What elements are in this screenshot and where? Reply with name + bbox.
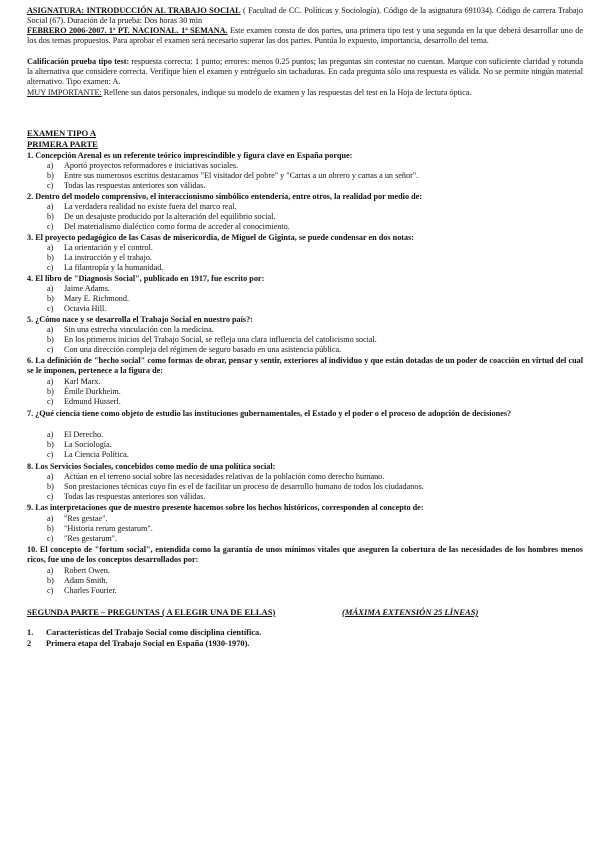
option-letter: c) [47, 586, 54, 595]
question-7-option-c [47, 450, 129, 460]
option-letter: a) [47, 566, 54, 575]
question-3-option-a [47, 243, 153, 253]
option-text: La orientación y el control. [64, 243, 153, 252]
question-6-option-b [47, 387, 121, 397]
option-text: "Historia rerum gestarum". [64, 524, 153, 533]
question-8-option-b [47, 482, 424, 492]
option-text: Sin una estrecha vinculación con la medicina. [64, 325, 214, 334]
header-paragraph-1 [27, 6, 583, 26]
option-letter: b) [47, 212, 54, 221]
question-2-option-b [47, 212, 275, 222]
option-letter: c) [47, 397, 54, 406]
option-text: Octavia Hill. [64, 304, 107, 313]
option-text: La instrucción y el trabajo. [64, 253, 152, 262]
important-details: Rellene sus datos personales, indique su modelo de examen y las respuestas del test en la Hoja de lectura óptica. [101, 88, 472, 97]
part2-title: SEGUNDA PARTE – PREGUNTAS ( A ELEGIR UNA DE ELLAS) [27, 607, 276, 617]
grading-label: Calificación prueba tipo test: [27, 57, 130, 66]
option-letter: b) [47, 335, 54, 344]
option-text: La Ciencia Política. [64, 450, 129, 459]
question-4-option-c [47, 304, 106, 314]
option-letter: a) [47, 377, 54, 386]
option-letter: a) [47, 202, 54, 211]
option-text: Con una dirección compleja del régimen de seguro basado en una asistencia pública. [64, 345, 342, 354]
exam-type-title: EXAMEN TIPO A [27, 128, 97, 138]
question-1-option-a [47, 161, 238, 171]
option-text: Entre sus numerosos escritos destacamos "El visitador del pobre" y "Cartas a un obrero y cartas a un señor". [64, 171, 419, 180]
part2-question-2 [27, 639, 249, 648]
option-text: Edmund Husserl. [64, 397, 121, 406]
option-text: Todas las respuestas anteriores son válidas. [64, 492, 206, 501]
question-8-option-a [47, 472, 384, 482]
option-letter: a) [47, 243, 54, 252]
question-10: 10. El concepto de "fortum social", entendida como la garantía de unos mínimos vitales que aseguren la cobertura de las necesidades de los hombres menos ricos, fue uno de los conceptos desarrollados por: [27, 545, 583, 565]
question-4-option-a [47, 284, 110, 294]
question-6-option-c [47, 397, 121, 407]
option-letter: c) [47, 534, 54, 543]
option-text: Karl Marx. [64, 377, 101, 386]
question-10-option-a [47, 566, 110, 576]
option-letter: a) [47, 284, 54, 293]
option-letter: c) [47, 263, 54, 272]
question-5: 5. ¿Cómo nace y se desarrolla el Trabajo Social en nuestro país?: [27, 315, 253, 324]
header-paragraph-2 [27, 26, 583, 46]
option-letter: c) [47, 492, 54, 501]
option-letter: b) [47, 253, 54, 262]
question-1: 1. Concepción Arenal es un referente teórico imprescindible y figura clave en España porque: [27, 151, 353, 160]
part2-question-1 [27, 628, 261, 637]
option-text: La verdadera realidad no existe fuera del marco real. [64, 202, 237, 211]
option-letter: b) [47, 171, 54, 180]
option-text: Son prestaciones técnicas cuyo fin es el de facilitar un proceso de desarrollo humano de todos los ciudadanos. [64, 482, 424, 491]
subject-details: ( Facultad de CC. Políticas y Sociología). Código de la asignatura 691034). Código de carrera Trabajo Social (67). Duración de la prueba: Dos horas 30 min [27, 6, 583, 26]
option-letter: c) [47, 222, 54, 231]
question-9-option-b [47, 524, 153, 534]
question-8-option-c [47, 492, 205, 502]
subject-label: ASIGNATURA: INTRODUCCIÓN AL TRABAJO SOCIAL [27, 6, 241, 15]
question-3: 3. El proyecto pedagógico de las Casas de misericordia, de Miguel de Giginta, se puede condensar en dos notas: [27, 233, 415, 242]
option-text: La Sociología. [64, 440, 112, 449]
option-letter: c) [47, 450, 54, 459]
option-letter: b) [47, 482, 54, 491]
question-5-option-c [47, 345, 341, 355]
header-paragraph-3 [27, 57, 583, 88]
option-letter: b) [47, 576, 54, 585]
option-text: De un desajuste producido por la alteración del equilibrio social. [64, 212, 276, 221]
question-9-option-c [47, 534, 117, 544]
question-3-option-b [47, 253, 152, 263]
session-label: FEBRERO 2006-2007. 1ª PT. NACIONAL. 1ª SEMANA. [27, 26, 228, 35]
option-text: Adam Smith. [64, 576, 108, 585]
option-text: "Res gestarum". [64, 534, 118, 543]
option-text: En los primeros inicios del Trabajo Social, se refleja una clara influencia del catolicismo social. [64, 335, 377, 344]
question-4-option-b [47, 294, 129, 304]
question-2-option-a [47, 202, 237, 212]
question-6: 6. La definición de "hecho social" como formas de obrar, pensar y sentir, exteriores al individuo y que están dotadas de un poder de coacción en virtud del cual se le imponen, pertenece a la figura de: [27, 356, 583, 376]
option-letter: c) [47, 181, 54, 190]
option-letter: b) [47, 440, 54, 449]
option-letter: a) [47, 161, 54, 170]
part1-title: PRIMERA PARTE [27, 139, 98, 149]
option-letter: a) [47, 430, 54, 439]
option-letter: c) [47, 304, 54, 313]
important-label: MUY IMPORTANTE: [27, 88, 102, 97]
option-text: "Res gestae". [64, 514, 108, 523]
question-2: 2. Dentro del modelo comprensivo, el interaccionismo simbólico entendería, entre otros, la realidad por medio de: [27, 192, 423, 201]
option-text: Actúan en el terreno social sobre las necesidades relativas de la población como derecho humano. [64, 472, 385, 481]
option-text: Todas las respuestas anteriores son válidas. [64, 181, 206, 190]
option-text: Jaime Adams. [64, 284, 110, 293]
option-text: Mary E. Richmond. [64, 294, 130, 303]
question-10-option-c [47, 586, 117, 596]
question-5-option-a [47, 325, 214, 335]
question-7-option-b [47, 440, 112, 450]
option-letter: a) [47, 325, 54, 334]
option-letter: b) [47, 294, 54, 303]
option-letter: c) [47, 345, 54, 354]
part2-question-number: 2 [27, 639, 32, 648]
option-text: La filantropía y la humanidad. [64, 263, 164, 272]
option-text: El Derecho. [64, 430, 104, 439]
question-5-option-b [47, 335, 377, 345]
option-letter: b) [47, 524, 54, 533]
question-7: 7. ¿Qué ciencia tiene como objeto de estudio las instituciones gubernamentales, el Estado y el poder o el proceso de adopción de decisiones? [27, 409, 512, 418]
question-9: 9. Las interpretaciones que de nuestro presente hacemos sobre los hechos históricos, corresponden al concepto de: [27, 503, 424, 512]
question-10-option-b [47, 576, 108, 586]
question-3-option-c [47, 263, 163, 273]
option-text: Charles Fourier. [64, 586, 117, 595]
question-7-option-a [47, 430, 103, 440]
question-1-option-c [47, 181, 205, 191]
header-paragraph-4 [27, 88, 583, 98]
part2-question-text: Características del Trabajo Social como disciplina científica. [46, 628, 262, 637]
question-1-option-b [47, 171, 418, 181]
question-4: 4. El libro de "Diagnosis Social", publicado en 1917, fue escrito por: [27, 274, 265, 283]
question-2-option-c [47, 222, 290, 232]
part2-heading [27, 607, 479, 617]
option-text: Émile Durkheim. [64, 387, 121, 396]
question-9-option-a [47, 514, 108, 524]
session-details: Este examen consta de dos partes, una primera tipo test y una segunda en la que deberá desarrollar uno de los dos temas propuestos. Para aprobar el examen será necesario superar las dos partes. Puntúa lo expuesto, importancia, desarrollo del tema. [27, 26, 583, 46]
part2-extension-note: (MÁXIMA EXTENSIÓN 25 LÍNEAS) [342, 607, 479, 617]
option-text: Robert Owen. [64, 566, 110, 575]
question-6-option-a [47, 377, 100, 387]
question-8: 8. Los Servicios Sociales, concebidos como medio de una política social: [27, 462, 276, 471]
part2-question-number: 1. [27, 628, 34, 637]
option-letter: a) [47, 514, 54, 523]
option-text: Del materialismo dialéctico como forma de acceder al conocimiento. [64, 222, 290, 231]
option-letter: b) [47, 387, 54, 396]
option-letter: a) [47, 472, 54, 481]
part2-question-text: Primera etapa del Trabajo Social en España (1930-1970). [46, 639, 250, 648]
grading-details: respuesta correcta: 1 punto; errores: menos 0.25 puntos; las preguntas sin contestar no cuentan. Marque con suficiente claridad y rotunda la alternativa que considere correcta. Verifique bien el examen y entréguelo sin tachaduras. En cada pregunta sólo una respuesta es válida. No se permite ningún material alternativo. Tipo examen: A. [27, 57, 583, 87]
option-text: Aportó proyectos reformadores e iniciativas sociales. [64, 161, 239, 170]
